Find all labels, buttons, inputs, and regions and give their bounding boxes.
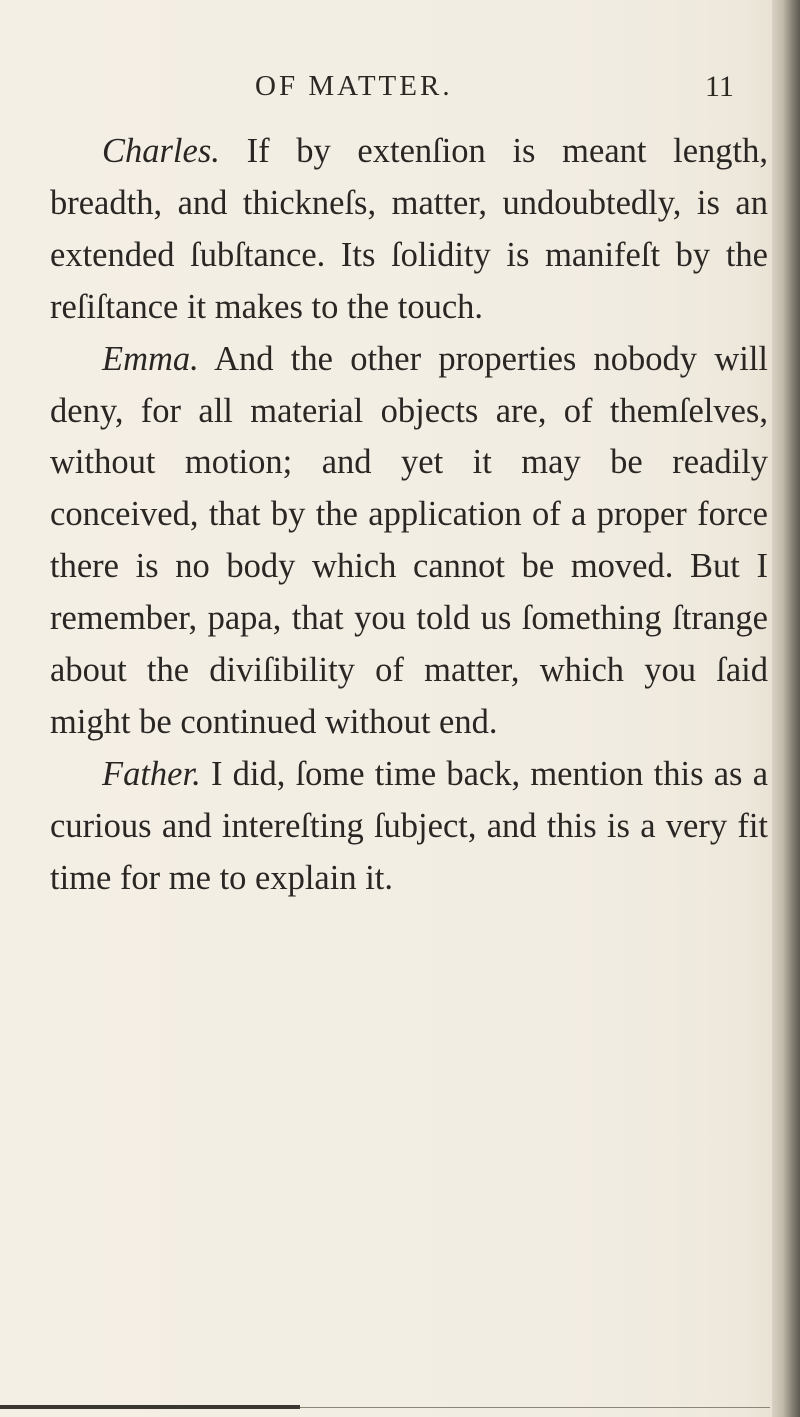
paragraph-text: If by extenſion is meant length, breadth, and thickneſs, matter, undoubtedly, is an extended ſubſtance. Its ſolidity is manifeſt by the reſiſtance it makes to the touch.	[50, 132, 769, 326]
paragraph-text: And the other properties nobody will deny, for all material objects are, of themſelves, without motion; and yet it may be readily conceived, that by the application of a proper force there is no body which cannot be moved. But I remember, papa, that you told us ſomething ſtrange about the diviſibility of matter, which you ſaid might be continued without end.	[50, 339, 768, 741]
page-number: 11	[705, 70, 734, 103]
paragraph-text: I did, ſome time back, mention this as a curious and intereſting ſubject, and this is a very fit time for me to explain it.	[50, 754, 769, 897]
speaker-name: Charles.	[102, 132, 220, 170]
paragraph-emma	[50, 334, 768, 749]
body-text	[50, 126, 768, 905]
running-title: OF MATTER.	[255, 70, 453, 102]
paragraph-father	[50, 749, 768, 905]
page-binding-edge	[772, 0, 800, 1417]
paragraph-charles	[50, 126, 768, 334]
bottom-rule	[0, 1405, 300, 1409]
speaker-name: Father.	[102, 754, 201, 793]
speaker-name: Emma.	[102, 339, 199, 378]
bottom-edge-line	[300, 1407, 770, 1408]
page-header	[0, 70, 780, 110]
